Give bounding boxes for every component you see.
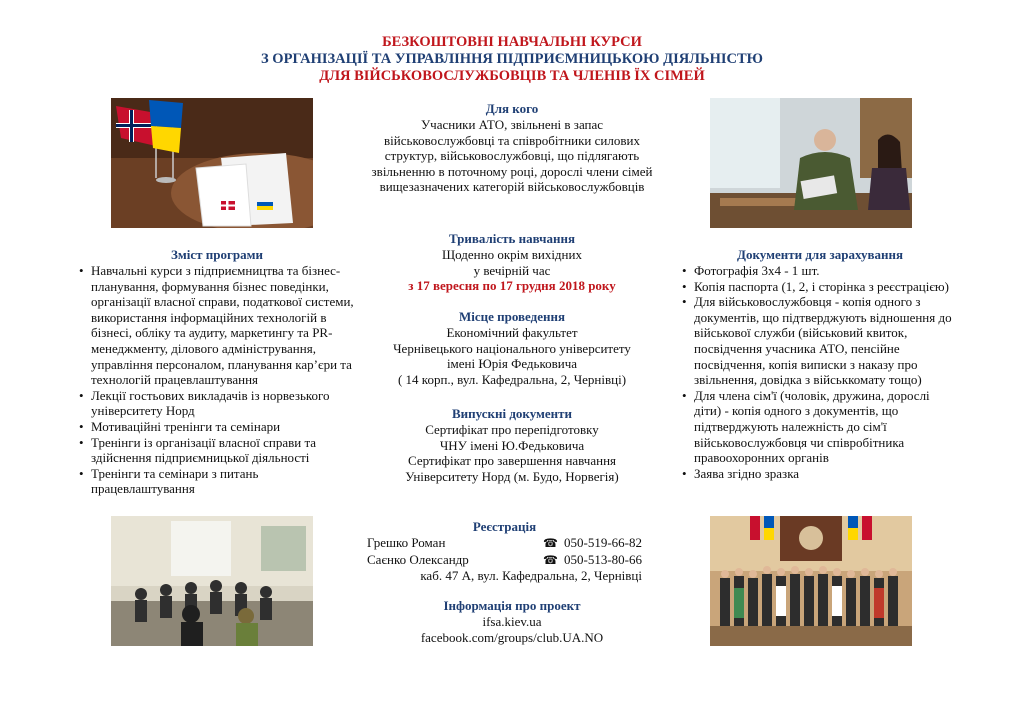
phone-icon: ☎ [543, 536, 558, 550]
program-section [79, 247, 355, 497]
location-section [352, 309, 672, 387]
seminar-group-photo [111, 516, 313, 646]
duration-line-1: Щоденно окрім вихідних [442, 247, 582, 262]
registration-address: каб. 47 А, вул. Кафедральна, 2, Чернівці [420, 568, 642, 584]
project-facebook-link[interactable]: facebook.com/groups/club.UA.NO [420, 629, 604, 645]
duration-section [352, 231, 672, 294]
contact-phone: 050-513-80-66 [564, 551, 642, 567]
registration-title: Реєстрація [472, 519, 537, 534]
duration-title: Тривалість навчання [448, 231, 576, 246]
header-line-1: БЕЗКОШТОВНІ НАВЧАЛЬНІ КУРСИ [382, 34, 642, 50]
program-list [79, 263, 355, 497]
documents-item: • Фотографія 3х4 - 1 шт. [682, 263, 958, 279]
program-item: • Лекції гостьових викладачів із норвезького університету Норд [79, 388, 355, 419]
location-line-2: Чернівецького національного університету [393, 340, 631, 356]
for-whom-title: Для кого [485, 101, 539, 116]
header-line-3: ДЛЯ ВІЙСЬКОВОСЛУЖБОВЦІВ ТА ЧЛЕНІВ ЇХ СІМЕЙ [319, 68, 705, 84]
location-line-1: Економічний факультет [446, 325, 578, 340]
graduation-title: Випускні документи [451, 406, 573, 421]
project-info-title: Інформація про проект [443, 598, 581, 613]
contact-phone: 050-519-66-82 [564, 535, 642, 550]
group-portrait-photo [710, 516, 912, 646]
documents-item: • Для члена сім'ї (чоловік, дружина, дорослі діти) - копія одного з документів, що підтверджують належність до сім'ї військовослужбовця чи співробітника правоохоронних органів [682, 388, 958, 466]
for-whom-section [352, 101, 672, 195]
documents-title: Документи для зарахування [737, 247, 903, 262]
page-header [0, 34, 1024, 85]
location-line-3: імені Юрія Федьковича [446, 356, 578, 372]
phone-icon: ☎ [543, 552, 558, 567]
project-website-link[interactable]: ifsa.kiev.ua [482, 614, 542, 629]
location-title: Місце проведення [458, 309, 566, 324]
documents-section [682, 247, 958, 481]
documents-item: • Для військовослужбовця - копія одного з документів, що підтверджують відношення до військової служби (військовий квиток, посвідчення учасника АТО, пенсійне посвідчення, копія виписки з наказу про звільнення, довідка з військкомату тощо) [682, 294, 958, 388]
flags-table-photo [111, 98, 313, 228]
program-item: • Навчальні курси з підприємництва та бізнес-планування, формування бізнес поведінки, організації власної справи, податкової системи, використання інформаційних технологій в бізнесі, обліку та аудиту, маркетингу та PR-менеджменту, ділового адміністрування, управління персоналом, планування кар’єри та технологій працевлаштування [79, 263, 355, 388]
graduation-line-1: Сертифікат про перепідготовку [425, 422, 599, 437]
project-info-section [352, 598, 672, 645]
contact-row [367, 535, 642, 552]
documents-list [682, 263, 958, 481]
registration-section [367, 519, 642, 584]
graduation-line-4: Університету Норд (м. Будо, Норвегія) [405, 468, 619, 484]
header-line-2: З ОРГАНІЗАЦІЇ ТА УПРАВЛІННЯ ПІДПРИЄМНИЦЬКОЮ ДІЯЛЬНІСТЮ [261, 51, 763, 67]
contact-name: Грешко Роман [367, 535, 446, 550]
for-whom-text: Учасники АТО, звільнені в запас військовослужбовці та співробітники силових структур, військовослужбовці, що підлягають звільненню в поточному році, дорослі члени сімей вищезазначених категорій військовослужбовців [371, 117, 653, 195]
contact-row [367, 552, 642, 569]
documents-item: • Копія паспорта (1, 2, і сторінка з реєстрацією) [682, 279, 958, 295]
duration-dates: з 17 вересня по 17 грудня 2018 року [408, 278, 616, 294]
graduation-section [352, 406, 672, 484]
location-line-4: ( 14 корп., вул. Кафедральна, 2, Чернівці) [397, 371, 627, 387]
contact-name: Саєнко Олександр [367, 551, 469, 567]
duration-line-2: у вечірній час [473, 262, 551, 278]
graduation-line-3: Сертифікат про завершення навчання [407, 453, 617, 469]
program-item: • Тренінги із організації власної справи та здійснення підприємницької діяльності [79, 435, 355, 466]
program-item: • Тренінги та семінари з питань працевлаштування [79, 466, 355, 497]
documents-item: • Заява згідно зразка [682, 466, 958, 482]
graduation-line-2: ЧНУ імені Ю.Федьковича [439, 437, 585, 453]
program-title: Зміст програми [171, 247, 263, 262]
program-item: • Мотиваційні тренінги та семінари [79, 419, 355, 435]
soldier-reading-photo [710, 98, 912, 228]
